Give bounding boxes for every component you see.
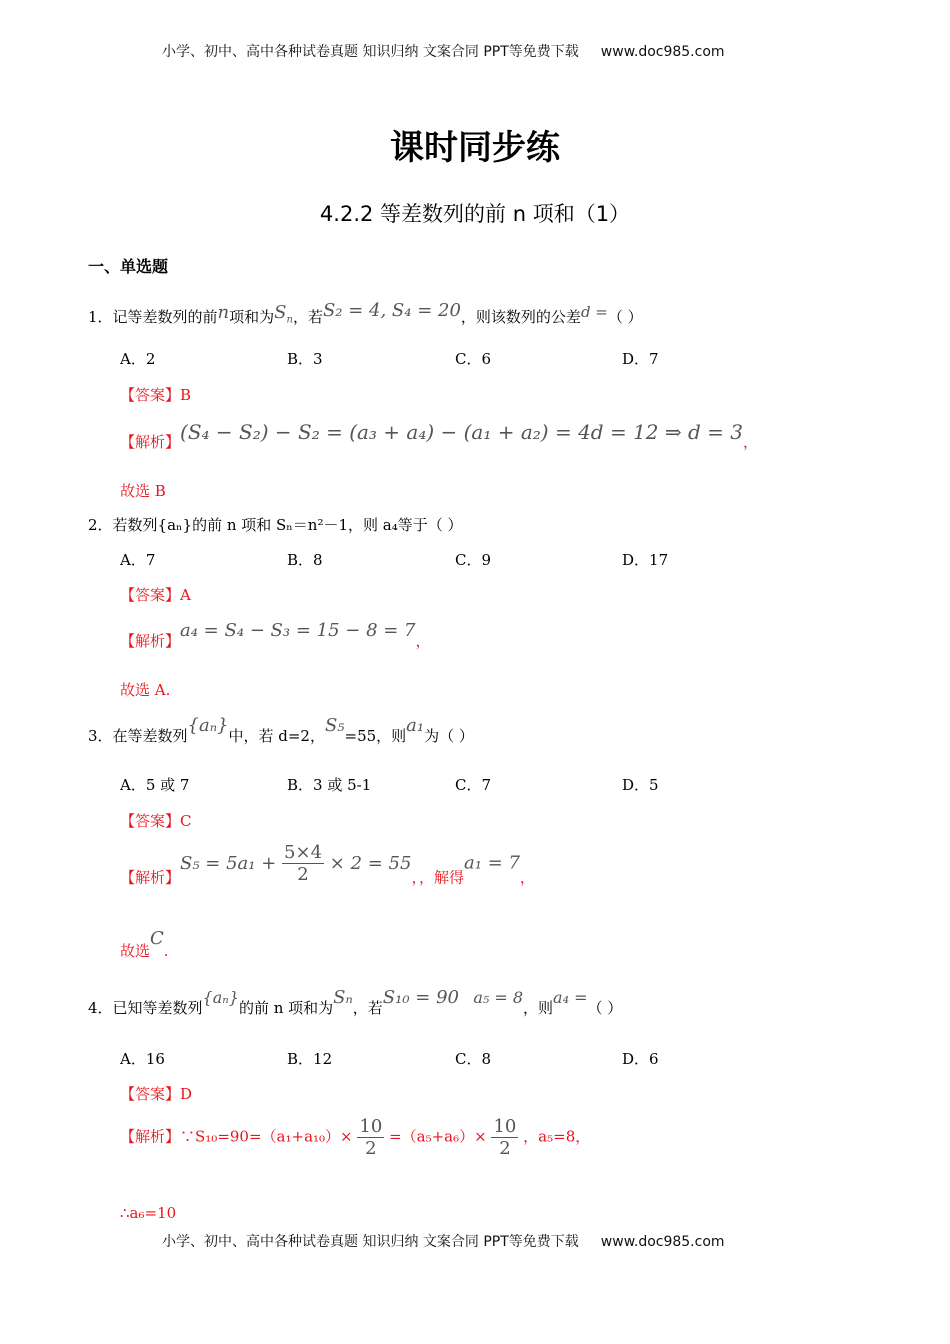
- q4-analysis-a: ∵S₁₀=90=（a₁+a₁₀）×: [180, 1127, 353, 1146]
- q3-analysis-pre: S₅ = 5a₁ +: [180, 852, 277, 874]
- q3-conclusion-end: .: [163, 942, 169, 960]
- q4-option-b[interactable]: B．12: [287, 1050, 333, 1068]
- q1-condition: S₂ = 4, S₄ = 20: [322, 300, 461, 321]
- q4-answer: [120, 1083, 192, 1104]
- q4-option-c[interactable]: C．8: [455, 1050, 492, 1068]
- q1-stem-c: ，若: [292, 308, 323, 326]
- q2-option-a[interactable]: A．7: [120, 551, 156, 569]
- q1-analysis-formula: (S₄ − S₂) − S₂ = (a₃ + a₄) − (a₁ + a₂) = 4d = 12 ⇒ d = 3: [180, 420, 743, 444]
- analysis-label: 【解析】: [120, 1127, 181, 1146]
- q3-seq: {aₙ}: [187, 715, 229, 736]
- q1-option-c[interactable]: C．6: [455, 350, 492, 368]
- q3-analysis: [120, 842, 535, 888]
- q4-a5: a₅ = 8: [473, 988, 524, 1007]
- q3-option-b[interactable]: B．3 或 5-1: [287, 776, 372, 794]
- q4-stem-e: （ ）: [587, 999, 623, 1017]
- q4-analysis-b: =（a₅+a₆）×: [389, 1127, 487, 1146]
- q1-sn-sub: n: [286, 314, 293, 326]
- q2-answer-value: A: [180, 586, 191, 604]
- q4-frac-num: 10: [359, 1116, 383, 1137]
- q1-answer: [120, 384, 191, 405]
- answer-label: 【答案】: [120, 586, 181, 604]
- q3-stem-d: 为（ ）: [424, 727, 474, 745]
- q3-analysis-mid: ，，解得: [411, 868, 464, 887]
- q1-d: d =: [580, 303, 608, 321]
- q4-fraction-2: [491, 1116, 518, 1159]
- q1-analysis: [120, 420, 758, 452]
- question-4: [88, 987, 622, 1018]
- header-text: 小学、初中、高中各种试卷真题 知识归纳 文案合同 PPT等免费下载: [162, 44, 579, 60]
- q3-stem-c: =55，则: [344, 727, 407, 745]
- q2-analysis: [120, 620, 431, 651]
- q3-option-a[interactable]: A．5 或 7: [120, 776, 190, 794]
- q1-stem-a: 1．记等差数列的前: [88, 308, 218, 326]
- q1-stem-b: 项和为: [229, 308, 275, 326]
- q2-option-b[interactable]: B．8: [287, 551, 323, 569]
- q1-stem-e: （ ）: [607, 308, 643, 326]
- q4-s10: S₁₀ = 90: [382, 987, 459, 1008]
- q4-answer-value: D: [180, 1085, 193, 1103]
- q1-answer-value: B: [180, 386, 192, 404]
- q3-option-d[interactable]: D．5: [622, 776, 659, 794]
- analysis-label: 【解析】: [120, 868, 181, 887]
- page-subtitle: 4.2.2 等差数列的前 n 项和（1）: [319, 202, 631, 226]
- q4-sn: Sₙ: [333, 987, 353, 1008]
- q1-option-b[interactable]: B．3: [287, 350, 323, 368]
- q4-frac-num: 10: [493, 1116, 517, 1137]
- header-url[interactable]: www.doc985.com: [600, 44, 725, 60]
- q3-conclusion-c: C: [150, 928, 164, 949]
- q2-answer: [120, 584, 191, 605]
- q4-frac-den: 2: [499, 1138, 511, 1159]
- q4-analysis-c: ，a₅=8，: [523, 1127, 591, 1146]
- q2-option-d[interactable]: D．17: [622, 551, 669, 569]
- page-title: 课时同步练: [390, 128, 560, 168]
- q1-stem-d: ，则该数列的公差: [460, 308, 581, 326]
- footer-url[interactable]: www.doc985.com: [600, 1234, 725, 1250]
- q1-sn: [274, 302, 293, 326]
- q3-result: a₁ = 7: [463, 852, 520, 874]
- answer-label: 【答案】: [120, 812, 181, 830]
- page-header: [162, 41, 725, 61]
- q4-conclusion: ∴a₆=10: [120, 1204, 177, 1222]
- q3-analysis-end: ，: [519, 868, 535, 887]
- q3-stem-b: 中，若 d=2，: [228, 727, 325, 745]
- q3-analysis-post: × 2 = 55: [329, 852, 412, 874]
- q2-analysis-end: ，: [415, 632, 431, 650]
- q1-n: n: [217, 302, 230, 323]
- q4-stem-b: 的前 n 项和为: [238, 999, 334, 1017]
- q4-a4: a₄ =: [553, 988, 588, 1007]
- q4-seq: {aₙ}: [202, 988, 239, 1007]
- q4-analysis: [120, 1116, 590, 1159]
- q3-answer-value: C: [180, 812, 192, 830]
- question-3: [88, 715, 474, 746]
- section-heading: 一、单选题: [88, 257, 169, 276]
- q2-analysis-formula: a₄ = S₄ − S₃ = 15 − 8 = 7: [180, 620, 416, 641]
- analysis-label: 【解析】: [120, 632, 181, 650]
- q3-fraction: [282, 842, 324, 885]
- q1-sn-s: S: [274, 302, 287, 323]
- answer-label: 【答案】: [120, 1085, 181, 1103]
- analysis-label: 【解析】: [120, 433, 181, 451]
- q4-stem-a: 4．已知等差数列: [88, 999, 203, 1017]
- q4-frac-den: 2: [365, 1138, 377, 1159]
- q3-frac-den: 2: [297, 864, 309, 885]
- footer-text: 小学、初中、高中各种试卷真题 知识归纳 文案合同 PPT等免费下载: [162, 1234, 579, 1250]
- q2-conclusion: 故选 A.: [120, 681, 171, 699]
- q2-option-c[interactable]: C．9: [455, 551, 492, 569]
- q1-option-d[interactable]: D．7: [622, 350, 659, 368]
- q1-conclusion: 故选 B: [120, 482, 166, 500]
- question-2: 2．若数列{aₙ}的前 n 项和 Sₙ＝n²－1，则 a₄等于（ ）: [88, 516, 463, 534]
- q4-stem-d: ，则: [523, 999, 554, 1017]
- q1-analysis-end: ，: [742, 433, 758, 451]
- q3-conclusion: [120, 928, 169, 961]
- q4-stem-c: ，若: [352, 999, 383, 1017]
- q4-option-d[interactable]: D．6: [622, 1050, 659, 1068]
- q3-a1: a₁: [406, 715, 425, 736]
- q3-s5: S₅: [324, 715, 345, 736]
- answer-label: 【答案】: [120, 386, 181, 404]
- q4-fraction-1: [357, 1116, 384, 1159]
- q3-option-c[interactable]: C．7: [455, 776, 492, 794]
- page-footer: [162, 1231, 725, 1251]
- q4-option-a[interactable]: A．16: [120, 1050, 165, 1068]
- q3-stem-a: 3．在等差数列: [88, 727, 188, 745]
- q3-conclusion-text: 故选: [120, 942, 151, 960]
- q3-frac-num: 5×4: [284, 842, 323, 863]
- question-1: [88, 300, 643, 327]
- q1-option-a[interactable]: A．2: [120, 350, 156, 368]
- q3-answer: [120, 810, 192, 831]
